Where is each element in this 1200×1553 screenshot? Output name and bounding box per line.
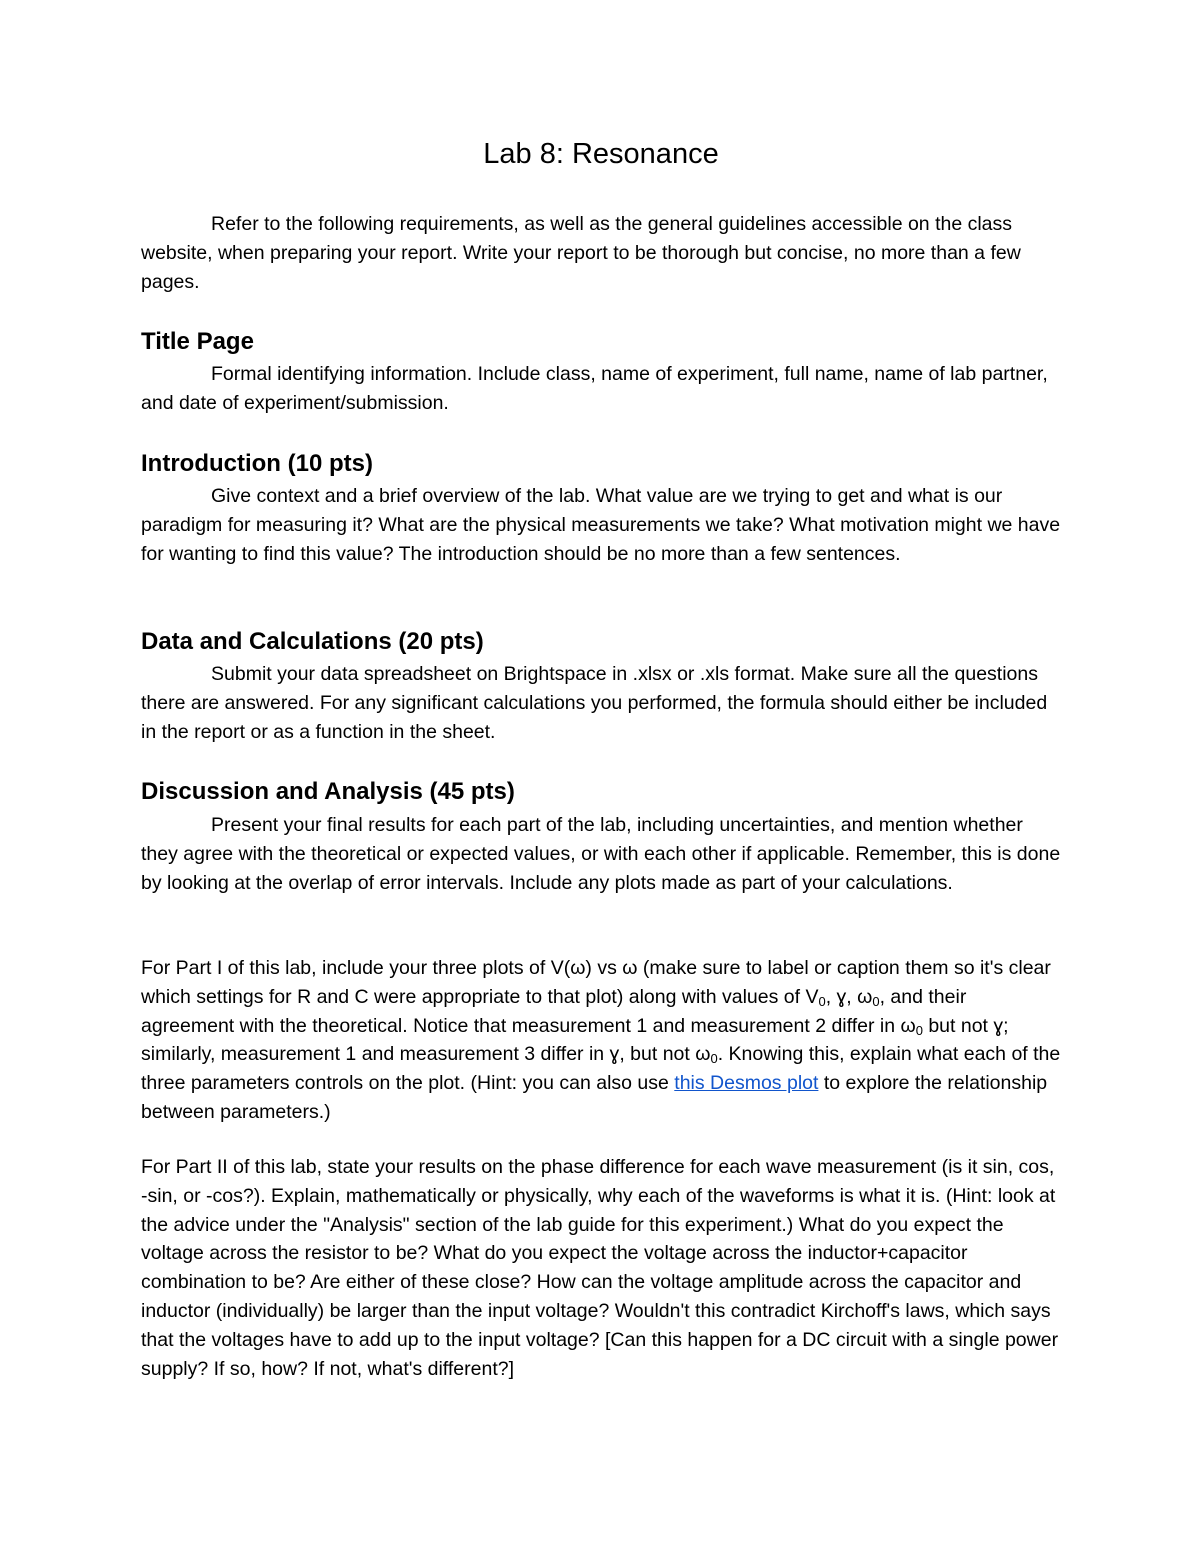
title-page-body: Formal identifying information. Include class, name of experiment, full name, name of lab partner, and date of experiment/submission.: [141, 363, 1048, 414]
discussion-body: Present your final results for each part of the lab, including uncertainties, and mention whether they agree with the theoretical or expected values, or with each other if applicable. Remember, this is done by looking at the overlap of error intervals. Include any plots made as part of your calculations.: [141, 814, 1061, 894]
part1-paragraph: [141, 954, 1061, 1127]
subscript-0: 0: [710, 1051, 718, 1067]
introduction-body: Give context and a brief overview of the lab. What value are we trying to get and what is our paradigm for measuring it? What are the physical measurements we take? What motivation might we have for wanting to find this value? The introduction should be no more than a few sentences.: [141, 485, 1061, 565]
document-title: Lab 8: Resonance: [483, 138, 719, 170]
part2-paragraph: For Part II of this lab, state your results on the phase difference for each wave measurement (is it sin, cos, -sin, or -cos?). Explain, mathematically or physically, why each of the waveforms is what it is. (Hint: look at the advice under the "Analysis" section of the lab guide for this experiment.) What do you expect the voltage across the resistor to be? What do you expect the voltage across the inductor+capacitor combination to be? Are either of these close? How can the voltage amplitude across the capacitor and inductor (individually) be larger than the input voltage? Wouldn't this contradict Kirchoff's laws, which says that the voltages have to add up to the input voltage? [Can this happen for a DC circuit with a single power supply? If so, how? If not, what's different?]: [141, 1156, 1059, 1380]
desmos-plot-link[interactable]: this Desmos plot: [674, 1072, 819, 1095]
part1-text-6: to explore the relationship between parameters.): [141, 1072, 1048, 1123]
subscript-0: 0: [872, 993, 880, 1009]
part1-text-3: , and their agreement with the theoretical. Notice that measurement 1 and measurement 2 differ in ω: [141, 985, 967, 1037]
part1-text-4: but not ɣ; similarly, measurement 1 and measurement 3 differ in ɣ, but not ω: [141, 1014, 1009, 1066]
intro-paragraph: Refer to the following requirements, as well as the general guidelines accessible on the class website, when preparing your report. Write your report to be thorough but concise, no more than a few pages.: [141, 213, 1021, 293]
part1-text-1: For Part I of this lab, include your three plots of V(ω) vs ω (make sure to label or caption them so it's clear which settings for R and C were appropriate to that plot) along with values of V: [141, 957, 1051, 1008]
heading-data-calculations: Data and Calculations (20 pts): [141, 628, 484, 655]
heading-introduction: Introduction (10 pts): [141, 450, 373, 477]
heading-discussion-analysis: Discussion and Analysis (45 pts): [141, 778, 515, 805]
heading-title-page: Title Page: [141, 328, 254, 355]
part1-text-5: . Knowing this, explain what each of the three parameters controls on the plot. (Hint: you can also use: [141, 1043, 1061, 1095]
subscript-0: 0: [818, 993, 826, 1009]
subscript-0: 0: [915, 1022, 923, 1038]
data-calculations-body: Submit your data spreadsheet on Brightspace in .xlsx or .xls format. Make sure all the questions there are answered. For any significant calculations you performed, the formula should either be included in the report or as a function in the sheet.: [141, 663, 1048, 743]
part1-text-2: , ɣ, ω: [825, 985, 873, 1008]
